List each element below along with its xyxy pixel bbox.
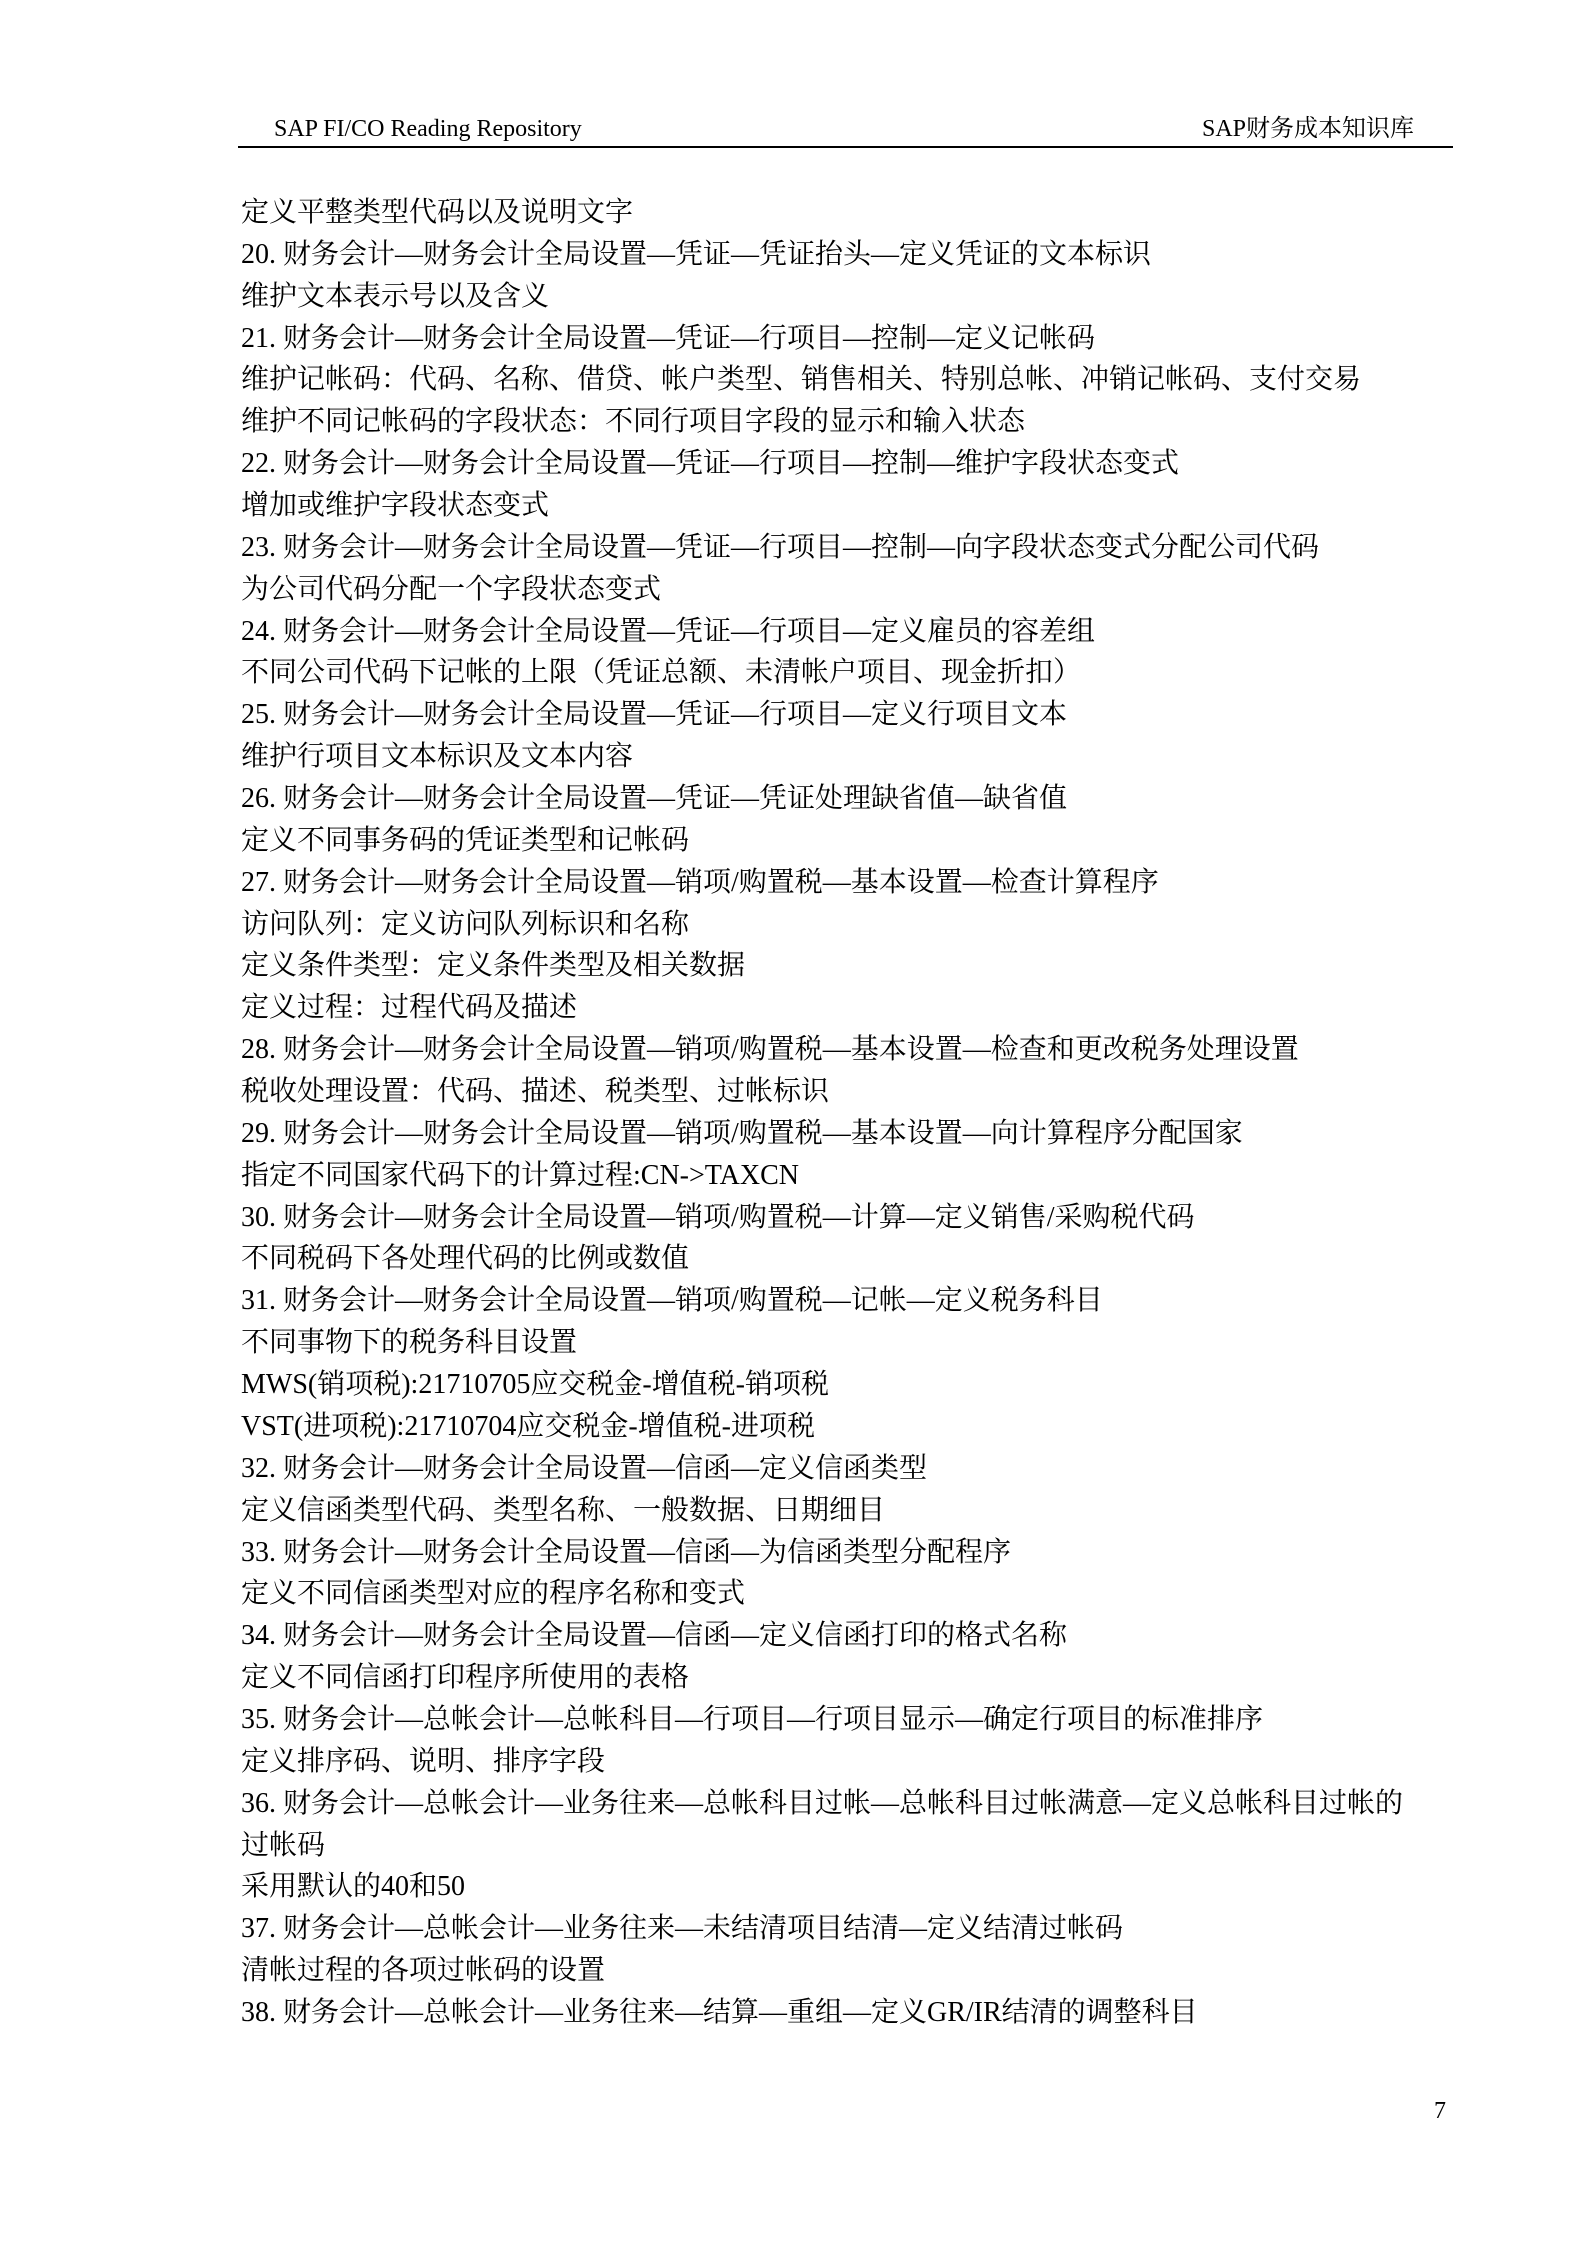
text-line: 34. 财务会计—财务会计全局设置—信函—定义信函打印的格式名称 <box>241 1620 1068 1652</box>
text-line: 33. 财务会计—财务会计全局设置—信函—为信函类型分配程序 <box>241 1536 1012 1568</box>
text-line: 定义平整类型代码以及说明文字 <box>241 197 634 228</box>
text-line: 32. 财务会计—财务会计全局设置—信函—定义信函类型 <box>241 1452 928 1484</box>
text-line: 清帐过程的各项过帐码的设置 <box>241 1955 606 1987</box>
text-line: 访问队列：定义访问队列标识和名称 <box>241 908 690 940</box>
text-line: 27. 财务会计—财务会计全局设置—销项/购置税—基本设置—检查计算程序 <box>241 866 1159 898</box>
header-divider <box>238 146 1453 148</box>
page-body <box>241 192 1471 2034</box>
text-line: 指定不同国家代码下的计算过程:CN->TAXCN <box>241 1159 799 1191</box>
text-line: 定义排序码、说明、排序字段 <box>241 1745 606 1777</box>
text-line: 20. 财务会计—财务会计全局设置—凭证—凭证抬头—定义凭证的文本标识 <box>241 238 1152 270</box>
text-line: 23. 财务会计—财务会计全局设置—凭证—行项目—控制—向字段状态变式分配公司代码 <box>241 531 1320 563</box>
text-line: 定义不同信函类型对应的程序名称和变式 <box>241 1578 746 1610</box>
text-line: 不同税码下各处理代码的比例或数值 <box>241 1243 690 1275</box>
text-line: 31. 财务会计—财务会计全局设置—销项/购置税—记帐—定义税务科目 <box>241 1285 1103 1317</box>
text-line: 维护记帐码：代码、名称、借贷、帐户类型、销售相关、特别总帐、冲销记帐码、支付交易 <box>241 364 1362 396</box>
text-line: 维护行项目文本标识及文本内容 <box>241 741 634 773</box>
text-line: VST(进项税):21710704应交税金-增值税-进项税 <box>241 1410 815 1442</box>
text-line: 25. 财务会计—财务会计全局设置—凭证—行项目—定义行项目文本 <box>241 699 1068 731</box>
text-line: 采用默认的40和50 <box>241 1871 466 1903</box>
text-line: 增加或维护字段状态变式 <box>241 490 550 522</box>
text-line: 为公司代码分配一个字段状态变式 <box>241 573 662 605</box>
page-number: 7 <box>1434 2098 1446 2124</box>
text-line: 22. 财务会计—财务会计全局设置—凭证—行项目—控制—维护字段状态变式 <box>241 448 1180 480</box>
text-line: 36. 财务会计—总帐会计—业务往来—总帐科目过帐—总帐科目过帐满意—定义总帐科目过帐的 <box>241 1787 1404 1819</box>
text-line: 35. 财务会计—总帐会计—总帐科目—行项目—行项目显示—确定行项目的标准排序 <box>241 1703 1264 1735</box>
text-line: 定义条件类型：定义条件类型及相关数据 <box>241 950 746 982</box>
text-line: 不同事物下的税务科目设置 <box>241 1327 578 1359</box>
text-line: 定义信函类型代码、类型名称、一般数据、日期细目 <box>241 1494 886 1526</box>
header-title-left: SAP FI/CO Reading Repository <box>274 116 582 142</box>
text-line: 定义过程：过程代码及描述 <box>241 992 578 1024</box>
text-line: MWS(销项税):21710705应交税金-增值税-销项税 <box>241 1369 829 1401</box>
text-line: 37. 财务会计—总帐会计—业务往来—未结清项目结清—定义结清过帐码 <box>241 1913 1124 1945</box>
text-line: 不同公司代码下记帐的上限（凭证总额、未清帐户项目、现金折扣） <box>241 657 1082 689</box>
text-line: 定义不同事务码的凭证类型和记帐码 <box>241 824 690 856</box>
text-line: 税收处理设置：代码、描述、税类型、过帐标识 <box>241 1076 830 1108</box>
text-line: 26. 财务会计—财务会计全局设置—凭证—凭证处理缺省值—缺省值 <box>241 783 1068 815</box>
text-line: 30. 财务会计—财务会计全局设置—销项/购置税—计算—定义销售/采购税代码 <box>241 1201 1195 1233</box>
text-line: 21. 财务会计—财务会计全局设置—凭证—行项目—控制—定义记帐码 <box>241 322 1096 354</box>
text-line: 38. 财务会计—总帐会计—业务往来—结算—重组—定义GR/IR结清的调整科目 <box>241 1996 1198 2028</box>
header-title-right: SAP财务成本知识库 <box>1201 116 1414 142</box>
text-line: 24. 财务会计—财务会计全局设置—凭证—行项目—定义雇员的容差组 <box>241 615 1096 647</box>
text-line: 过帐码 <box>241 1829 326 1861</box>
text-line: 定义不同信函打印程序所使用的表格 <box>241 1662 690 1694</box>
text-line: 维护不同记帐码的字段状态：不同行项目字段的显示和输入状态 <box>241 406 1026 438</box>
text-line: 28. 财务会计—财务会计全局设置—销项/购置税—基本设置—检查和更改税务处理设置 <box>241 1034 1299 1066</box>
text-line: 维护文本表示号以及含义 <box>241 280 550 312</box>
text-line: 29. 财务会计—财务会计全局设置—销项/购置税—基本设置—向计算程序分配国家 <box>241 1117 1243 1149</box>
